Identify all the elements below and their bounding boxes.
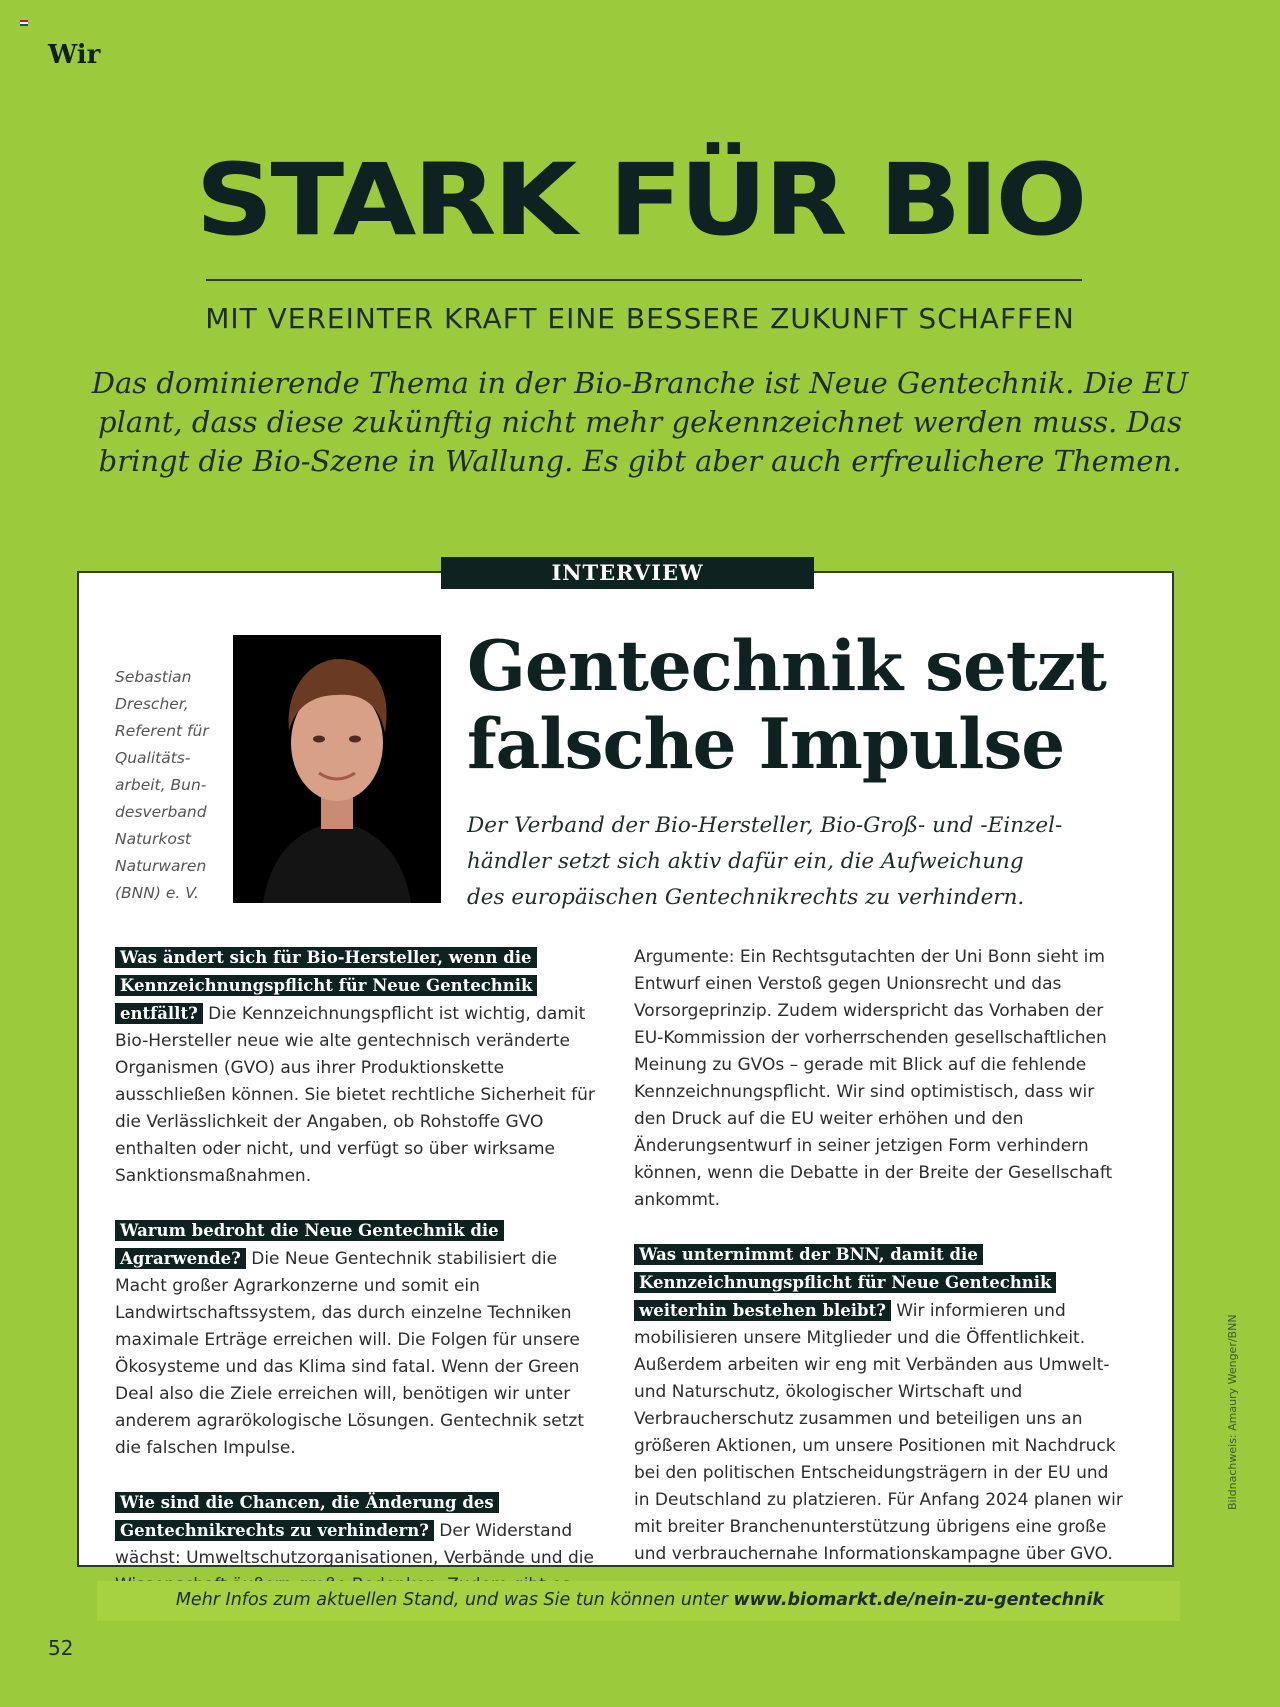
page-number: 52 xyxy=(48,1636,74,1660)
photo-credit: Bildnachweis: Amaury Wenger/BNN xyxy=(1226,1314,1239,1510)
qa-item xyxy=(115,944,610,1190)
question: Wie sind die Chancen, die Änderung des Gentechnikrechts zu verhindern? xyxy=(115,1492,499,1541)
qa-item xyxy=(634,1241,1129,1568)
intro-paragraph: Das dominierende Thema in der Bio-Branche ist Neue Gentechnik. Die EU plant, dass diese zukünftig nicht mehr gekennzeichnet werden muss. Das bringt die Bio-Szene in Wallung. Es gibt aber auch erfreulichere Themen. xyxy=(91,366,1189,478)
answer: Die Neue Gentechnik stabilisiert die Macht großer Agrarkonzerne und somit ein Landwirtschaftssystem, das durch einzelne Techniken maximale Erträge erreichen will. Die Folgen für unsere Ökosysteme und das Klima sind fatal. Wenn der Green Deal also die Ziele erreichen will, benötigen wir unter anderem agrarökologische Lösungen. Gentechnik setzt die falschen Impulse. xyxy=(115,1249,585,1458)
info-link[interactable]: www.biomarkt.de/nein-zu-gentechnik xyxy=(733,1590,1105,1610)
question: Was ändert sich für Bio-Hersteller, wenn die Kennzeichnungspflicht für Neue Gentechnik entfällt? xyxy=(115,947,537,1024)
interview-badge: INTERVIEW xyxy=(441,557,814,589)
left-column xyxy=(115,944,610,1653)
question: Was unternimmt der BNN, damit die Kennzeichnungspflicht für Neue Gentechnik weiterhin bestehen bleibt? xyxy=(634,1244,1056,1321)
info-text xyxy=(0,1590,1280,1610)
portrait-photo xyxy=(233,635,441,903)
right-column xyxy=(634,944,1129,1595)
portrait-icon xyxy=(233,635,441,903)
info-label: Mehr Infos zum aktuellen Stand, und was Sie tun können unter xyxy=(175,1590,728,1610)
title-divider xyxy=(206,279,1082,281)
section-label: Wir xyxy=(48,40,101,70)
qa-item xyxy=(115,1217,610,1462)
flag-icon xyxy=(20,20,28,26)
answer: Die Kennzeichnungspflicht ist wichtig, damit Bio-Hersteller neue wie alte gentechnisch veränderte Organismen (GVO) aus ihrer Produktionskette ausschließen können. Sie bietet rechtliche Sicherheit für die Verlässlichkeit der Angaben, ob Rohstoffe GVO enthalten oder nicht, und verfügt so über wirksame Sanktionsmaßnahmen. xyxy=(115,1004,595,1186)
answer: Wir informieren und mobilisieren unsere Mitglieder und die Öffentlichkeit. Außerdem arbeiten wir eng mit Verbänden aus Umwelt- und Naturschutz, ökologischer Wirtschaft und Verbraucherschutz zusammen und beteiligen uns an größeren Aktionen, um unsere Positionen mit Nachdruck bei den politischen Entscheidungsträgern in der EU und in Deutschland zu platzieren. Für Anfang 2024 planen wir mit breiter Branchenunterstützung übrigens eine große und verbrauchernahe Informationskampagne über GVO. xyxy=(634,1301,1123,1564)
question: Warum bedroht die Neue Gentechnik die Agrarwende? xyxy=(115,1220,504,1269)
page-subtitle: MIT VEREINTER KRAFT EINE BESSERE ZUKUNFT SCHAFFEN xyxy=(205,302,1075,335)
answer: Der Widerstand wächst: Umweltschutzorganisationen, Verbände und die xyxy=(115,1521,594,1568)
interview-headline: Gentechnik setzt falsche Impulse xyxy=(467,626,1106,785)
interview-lede: Der Verband der Bio-Hersteller, Bio-Groß- und -Einzel-händler setzt sich aktiv dafür ein, die Aufweichung des europäischen Gentechnikrechts zu verhindern. xyxy=(467,813,1063,910)
answer-continuation: Argumente: Ein Rechtsgutachten der Uni Bonn sieht im Entwurf einen Verstoß gegen Unionsrecht und das Vorsorgeprinzip. Zudem widerspricht das Vorhaben der EU-Kommission der vorherrschenden gesellschaftlichen Meinung zu GVOs – gerade mit Blick auf die fehlende Kennzeichnungspflicht. Wir sind optimistisch, dass wir den Druck auf die EU weiter erhöhen und den Änderungsentwurf in seiner jetzigen Form verhindern können, wenn die Debatte in der Breite der Gesellschaft ankommt. xyxy=(634,947,1113,1210)
photo-caption: Sebastian Drescher, Referent für Qualitäts-arbeit, Bun-desverband Naturkost Naturwaren (BNN) e. V. xyxy=(115,668,209,902)
page-title: STARK FÜR BIO xyxy=(195,143,1085,259)
